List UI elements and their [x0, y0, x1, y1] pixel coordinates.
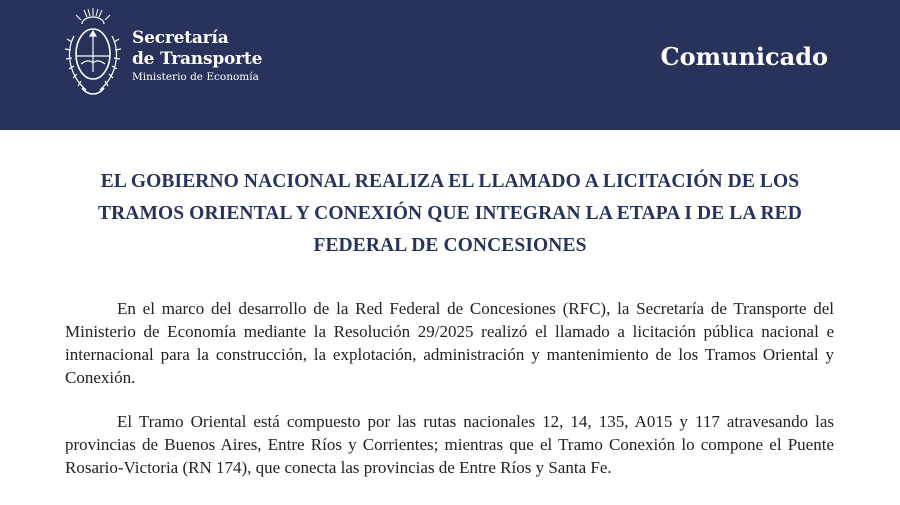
body-paragraph: En el marco del desarrollo de la Red Federal de Concesiones (RFC), la Secretaría de Transporte del Ministerio de Economía mediante la Resolución 29/2025 realizó el llamado a licitación pública nacional e internacional para la construcción, la explotación, administración y mantenimiento de los Tramos Oriental y Conexión. — [65, 299, 834, 387]
press-release-body — [65, 297, 834, 500]
organization-name — [132, 28, 262, 84]
ministry-name: Ministerio de Economía — [132, 71, 259, 83]
org-name-line2: de Transporte — [132, 49, 263, 69]
org-name-line1: Secretaría — [132, 28, 229, 48]
argentina-coat-of-arms-icon — [64, 6, 122, 100]
press-release-headline: EL GOBIERNO NACIONAL REALIZA EL LLAMADO A LICITACIÓN DE LOS TRAMOS ORIENTAL Y CONEXIÓN QUE INTEGRAN LA ETAPA I DE LA RED FEDERAL DE CONCESIONES — [98, 171, 802, 256]
header-banner — [0, 0, 900, 130]
body-paragraph: El Tramo Oriental está compuesto por las rutas nacionales 12, 14, 135, A015 y 117 atravesando las provincias de Buenos Aires, Entre Ríos y Corrientes; mientras que el Tramo Conexión lo compone el Puente Rosario-Victoria (RN 174), que conecta las provincias de Entre Ríos y Santa Fe. — [65, 412, 834, 477]
document-type-label: Comunicado — [660, 42, 828, 71]
